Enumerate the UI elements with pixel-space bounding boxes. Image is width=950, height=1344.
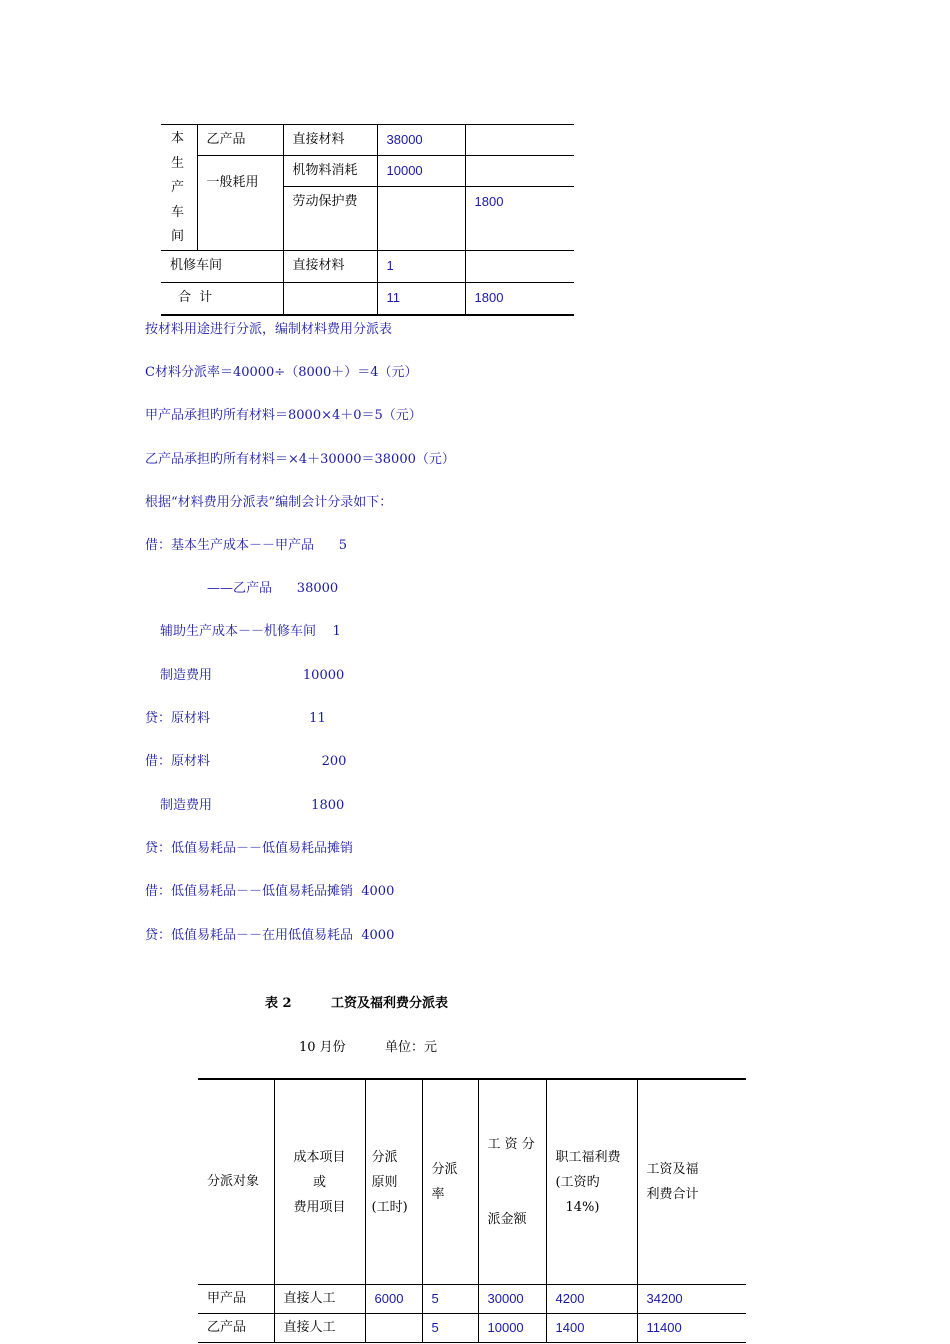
header-line: 职工福利费 [555,1149,621,1165]
journal-line: 借：基本生产成本－－甲产品 5 [145,538,348,553]
journal-line: 辅助生产成本－－机修车间 1 [160,624,341,639]
rate-cell: 5 [422,1285,478,1314]
table-row [198,1314,746,1343]
rate-cell: 5 [422,1314,478,1343]
total-label-cell: 合 计 [161,283,283,315]
amount1-cell: 1 [377,251,465,283]
object-cell: 甲产品 [198,1285,274,1314]
amount1-cell: 10000 [377,156,465,187]
journal-line: 制造费用 1800 [160,798,345,813]
journal-line: 借：原材料 200 [145,754,347,769]
item-cell: 机物料消耗 [283,156,377,187]
amount2-cell [465,251,574,283]
text-line: 按材料用途进行分派，编制材料费用分派表 [145,322,393,337]
group-char: 本 [171,131,185,146]
header-line: (工时) [371,1199,408,1215]
item-cell: 直接材料 [283,251,377,283]
amount1-cell: 11 [377,283,465,315]
header-line: 率 [431,1187,445,1202]
header-line: 费用项目 [293,1199,346,1215]
journal-line: 贷：低值易耗品－－在用低值易耗品 4000 [145,928,395,943]
amount2-cell: 1800 [465,283,574,315]
amount1-cell [377,187,465,251]
basis-cell [365,1314,422,1343]
header-total [637,1079,746,1285]
journal-line: 制造费用 10000 [160,668,345,683]
basis-cell: 6000 [365,1285,422,1314]
header-welfare [546,1079,637,1285]
header-line: 分派 [371,1149,398,1165]
wage-cell: 10000 [478,1314,546,1343]
header-line: 14%) [565,1199,600,1215]
table2-unit: 单位：元 [385,1040,438,1055]
table2-title: 工资及福利费分派表 [331,996,449,1011]
header-item [274,1079,365,1285]
header-object: 分派对象 [198,1079,274,1285]
item-cell: 劳动保护费 [283,187,377,251]
text-line: 乙产品承担旳所有材料＝×4＋30000＝38000（元） [145,452,455,467]
table2-month: 10 月份 [299,1040,346,1055]
text-line: C材料分派率＝40000÷（8000＋）＝4（元） [145,365,418,380]
journal-line: 贷：低值易耗品－－低值易耗品摊销 [145,841,354,856]
total-cell: 34200 [637,1285,746,1314]
journal-line: 贷：原材料 11 [145,711,326,726]
item-cell: 直接材料 [283,125,377,156]
total-cell: 11400 [637,1314,746,1343]
header-rate [422,1079,478,1285]
item-cell [283,283,377,315]
wage-cell: 30000 [478,1285,546,1314]
amount2-cell [465,156,574,187]
amount2-cell: 1800 [465,187,574,251]
text-line: 甲产品承担旳所有材料＝8000×4＋0＝5（元） [145,408,422,423]
header-line: 派金额 [487,1212,527,1227]
object-cell: 乙产品 [198,1314,274,1343]
header-line: 原则 [371,1174,398,1190]
header-line: 分派 [431,1162,458,1177]
table2-label: 表 2 [265,996,292,1011]
header-line: 工 资 分 [487,1137,535,1152]
group-cell-workshop [161,125,197,251]
amount1-cell: 38000 [377,125,465,156]
welfare-cell: 4200 [546,1285,637,1314]
header-line: 工资及福 [646,1162,699,1177]
welfare-cell: 1400 [546,1314,637,1343]
table-row [198,1285,746,1314]
header-basis [365,1079,422,1285]
journal-line: 借：低值易耗品－－低值易耗品摊销 4000 [145,884,395,899]
material-allocation-table [161,124,574,316]
object-cell: 一般耗用 [197,156,283,251]
header-wage [478,1079,546,1285]
item-cell: 直接人工 [274,1285,365,1314]
object-cell: 乙产品 [197,125,283,156]
group-char: 生 [171,155,185,171]
amount2-cell [465,125,574,156]
wage-allocation-table [198,1078,746,1343]
header-line: 成本项目 [293,1149,346,1165]
text-line: 根据“材料费用分派表”编制会计分录如下： [145,495,393,510]
header-line: 或 [312,1174,326,1190]
header-line: 利费合计 [646,1187,699,1202]
group-char: 车 [171,204,185,220]
object-cell: 机修车间 [161,251,283,283]
header-line: (工资旳 [555,1174,600,1190]
group-char: 产 [171,180,185,196]
item-cell: 直接人工 [274,1314,365,1343]
journal-line: ——乙产品 38000 [207,581,339,596]
group-char: 间 [171,229,185,245]
